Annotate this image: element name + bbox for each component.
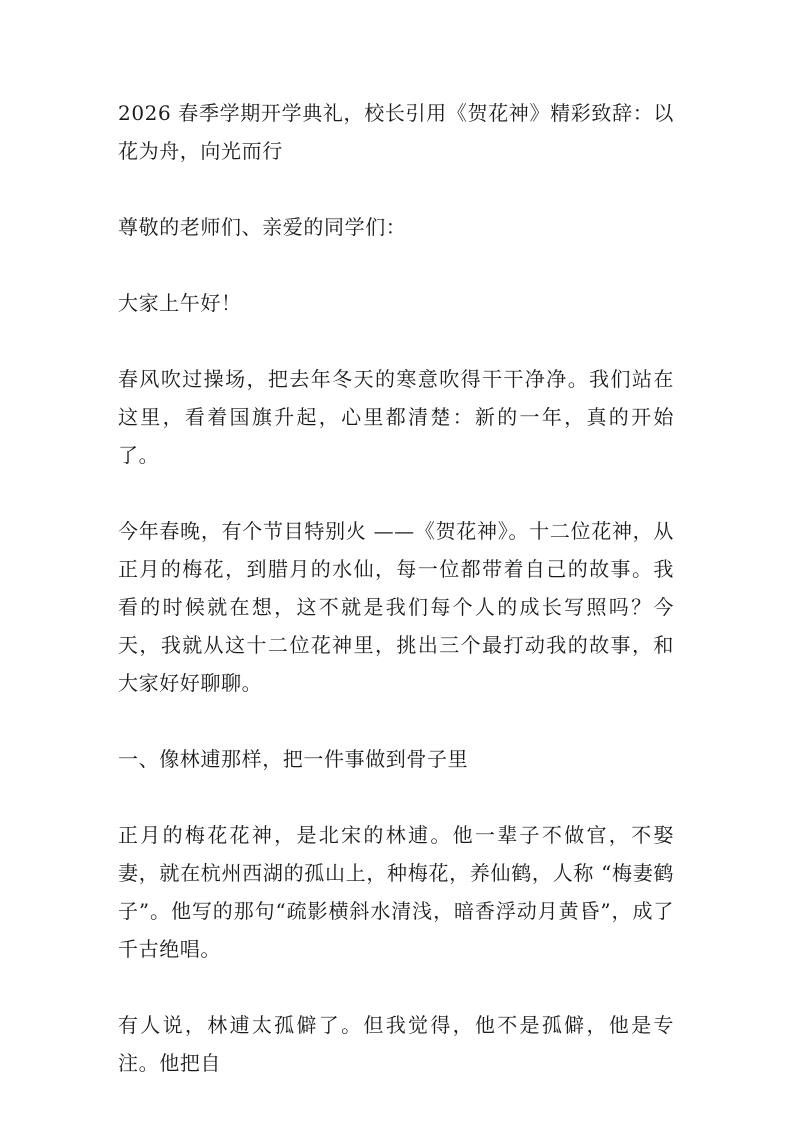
section-heading: 一、像林逋那样，把一件事做到骨子里 (118, 747, 469, 771)
body-paragraph: 春风吹过操场，把去年冬天的寒意吹得干干净净。我们站在这里，看着国旗升起，心里都清楚：新的一年，真的开始了。 (118, 367, 674, 467)
body-paragraph: 正月的梅花花神，是北宋的林逋。他一辈子不做官，不娶妻，就在杭州西湖的孤山上，种梅花，养仙鹤，人称 “梅妻鹤子”。他写的那句“疏影横斜水清浅，暗香浮动月黄昏”，成了千古绝唱。 (118, 823, 674, 961)
body-paragraph: 有人说，林逋太孤僻了。但我觉得，他不是孤僻，他是专注。他把自 (118, 1013, 674, 1075)
greeting: 大家上午好！ (118, 291, 242, 315)
document-title: 2026 春季学期开学典礼，校长引用《贺花神》精彩致辞：以花为舟，向光而行 (118, 101, 674, 163)
document-body (118, 94, 674, 1082)
salutation: 尊敬的老师们、亲爱的同学们： (118, 215, 407, 239)
body-paragraph: 今年春晚，有个节目特别火 ——《贺花神》。十二位花神，从正月的梅花，到腊月的水仙，每一位都带着自己的故事。我看的时候就在想，这不就是我们每个人的成长写照吗？今天，我就从这十二位花神里，挑出三个最打动我的故事，和大家好好聊聊。 (118, 519, 674, 695)
